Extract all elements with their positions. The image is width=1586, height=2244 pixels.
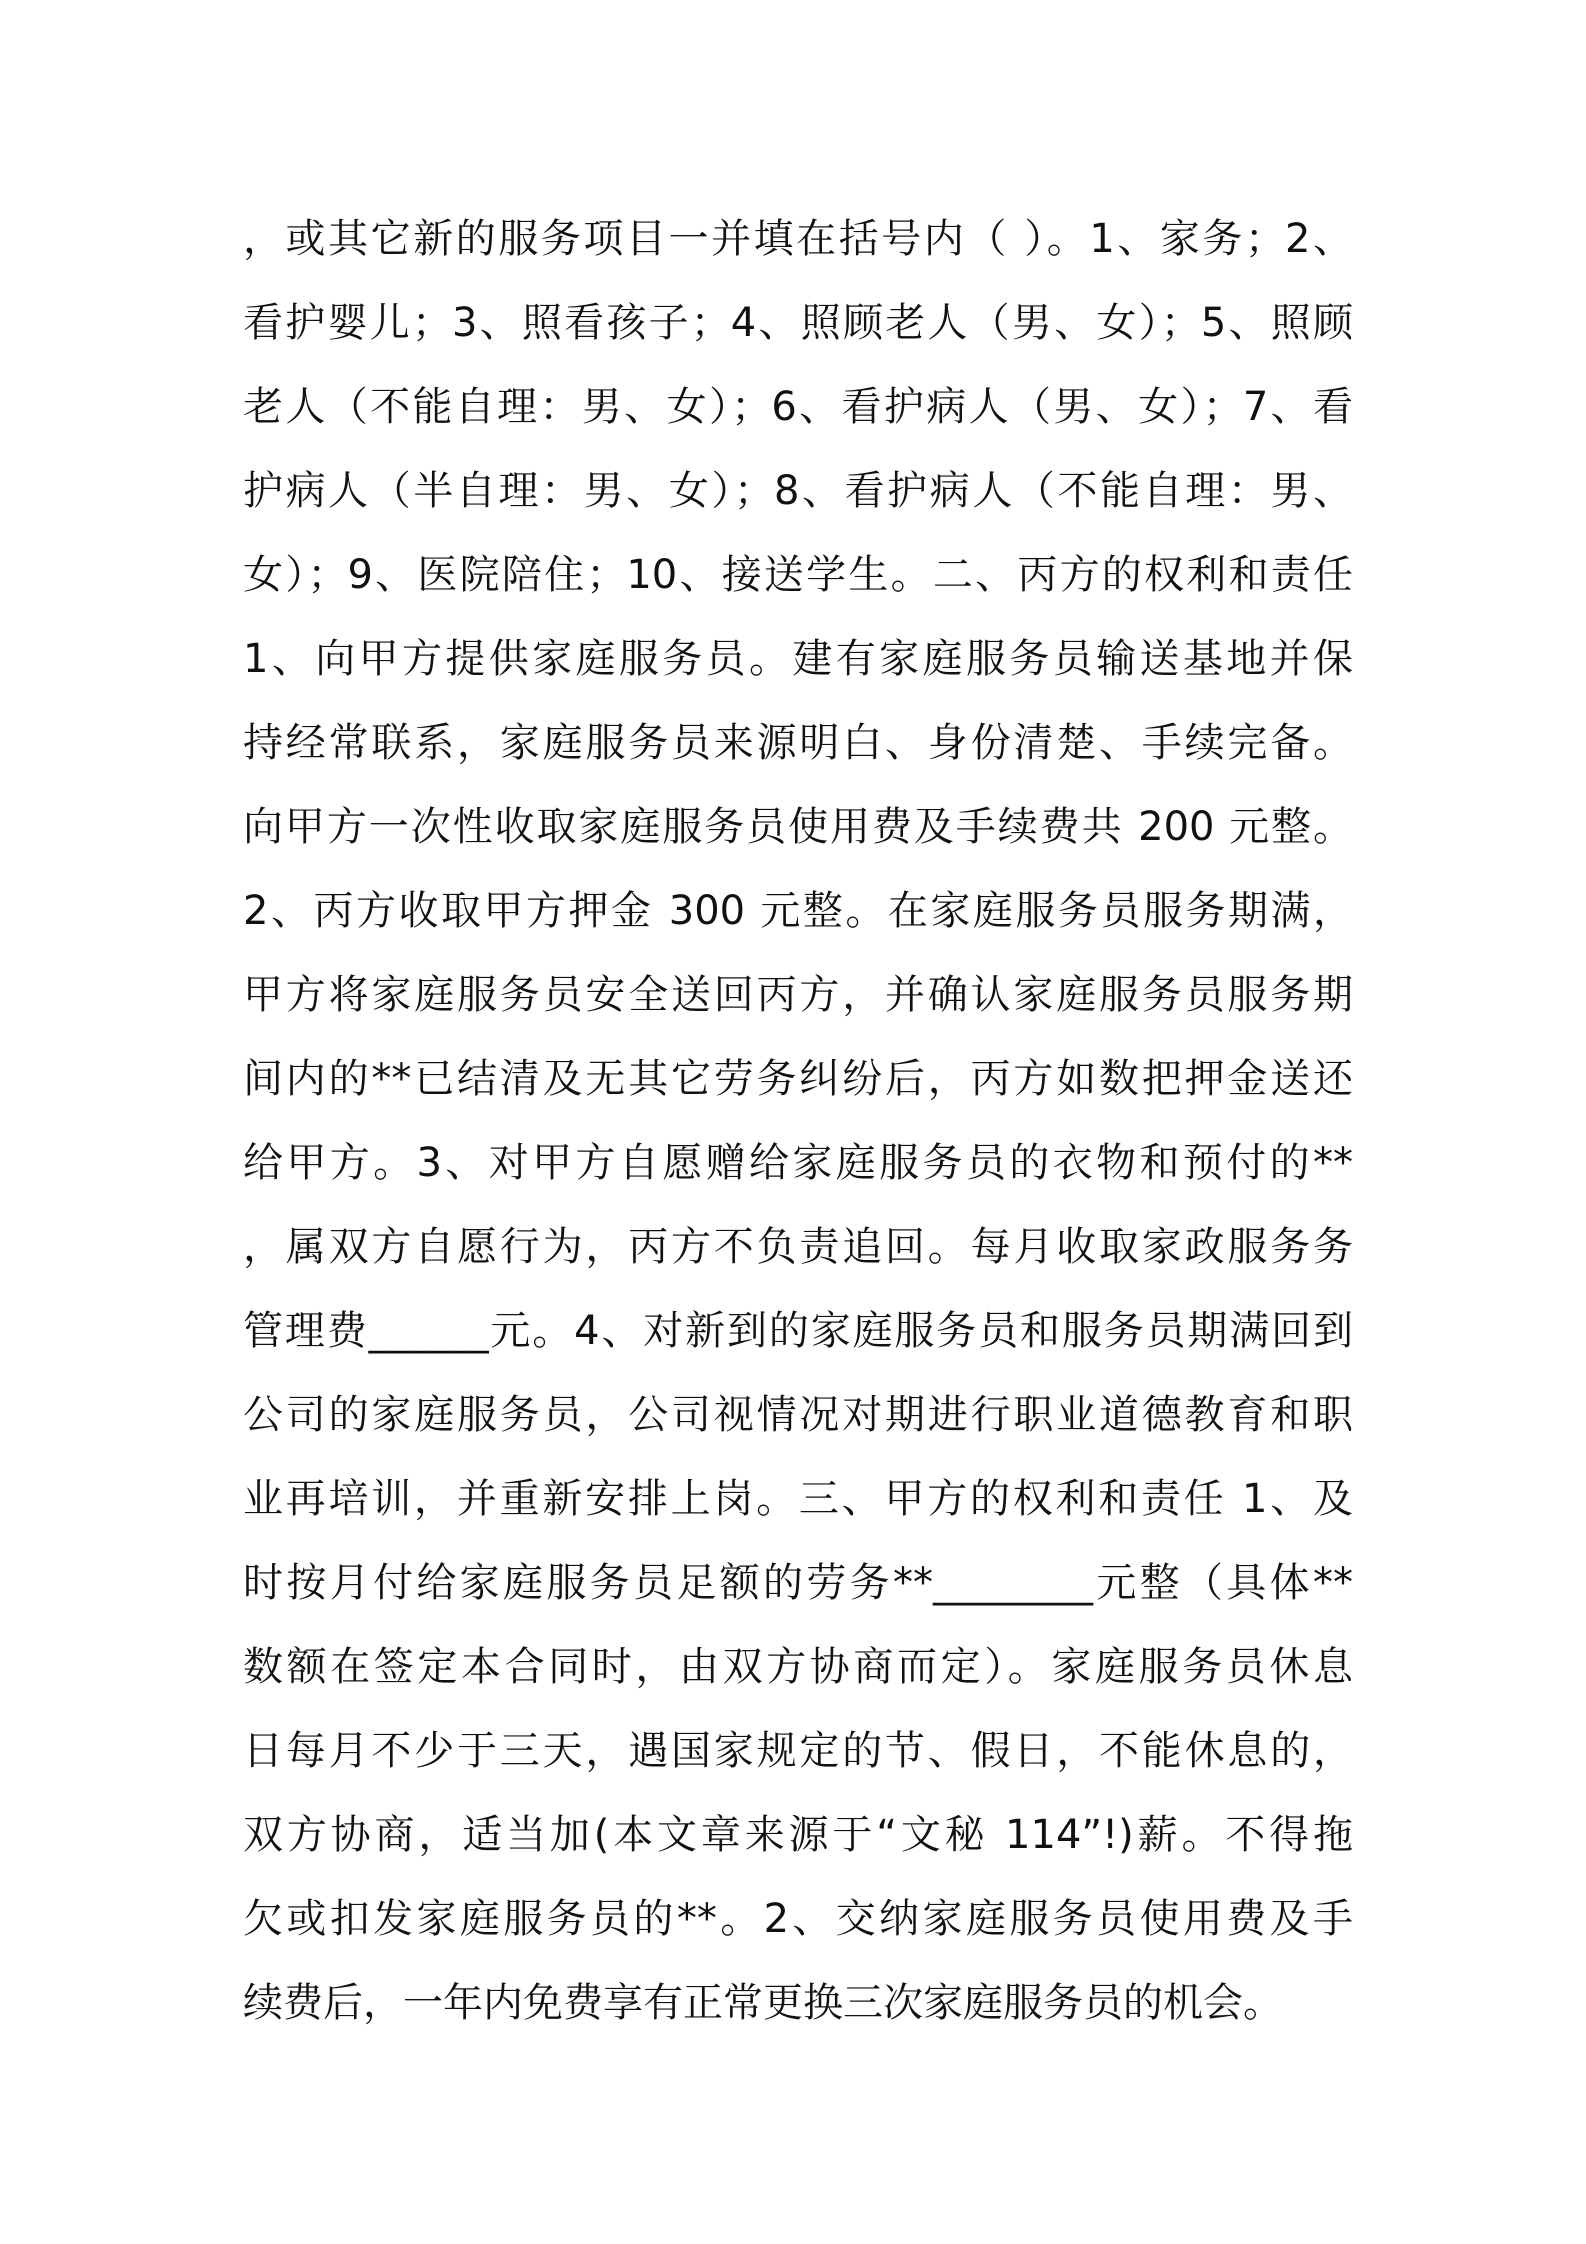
text-line: 向甲方一次性收取家庭服务员使用费及手续费共 200 元整。: [243, 804, 1353, 850]
text-line: 给甲方。3、对甲方自愿赠给家庭服务员的衣物和预付的**: [243, 1140, 1353, 1186]
text-line: 甲方将家庭服务员安全送回丙方，并确认家庭服务员服务期: [243, 972, 1353, 1018]
text-line: 2、丙方收取甲方押金 300 元整。在家庭服务员服务期满，: [243, 888, 1353, 934]
text-line: ，或其它新的服务项目一并填在括号内（ ）。1、家务；2、: [243, 216, 1353, 262]
text-line: 老人（不能自理：男、女）；6、看护病人（男、女）；7、看: [243, 384, 1353, 430]
text-line: 数额在签定本合同时，由双方协商而定）。家庭服务员休息: [243, 1644, 1353, 1690]
text-line: 看护婴儿；3、照看孩子；4、照顾老人（男、女）；5、照顾: [243, 300, 1353, 346]
text-line: 间内的**已结清及无其它劳务纠纷后，丙方如数把押金送还: [243, 1056, 1353, 1102]
body-text: [243, 197, 1353, 2045]
text-line: 续费后，一年内免费享有正常更换三次家庭服务员的机会。: [243, 1980, 1283, 2026]
text-line: 双方协商，适当加(本文章来源于“文秘 114”!)薪。不得拖: [243, 1812, 1353, 1858]
text-line: 管理费______元。4、对新到的家庭服务员和服务员期满回到: [243, 1308, 1353, 1354]
text-line: 时按月付给家庭服务员足额的劳务**________元整（具体**: [243, 1560, 1353, 1606]
text-line: 公司的家庭服务员，公司视情况对期进行职业道德教育和职: [243, 1392, 1353, 1438]
text-line: 1、向甲方提供家庭服务员。建有家庭服务员输送基地并保: [243, 636, 1353, 682]
text-line: 持经常联系，家庭服务员来源明白、身份清楚、手续完备。: [243, 720, 1353, 766]
text-line: ，属双方自愿行为，丙方不负责追回。每月收取家政服务务: [243, 1224, 1353, 1270]
text-line: 业再培训，并重新安排上岗。三、甲方的权利和责任 1、及: [243, 1476, 1353, 1522]
text-line: 女）；9、医院陪住；10、接送学生。二、丙方的权利和责任: [243, 552, 1353, 598]
text-line: 日每月不少于三天，遇国家规定的节、假日，不能休息的，: [243, 1728, 1353, 1774]
text-line: 护病人（半自理：男、女）；8、看护病人（不能自理：男、: [243, 468, 1353, 514]
text-line: 欠或扣发家庭服务员的**。2、交纳家庭服务员使用费及手: [243, 1896, 1353, 1942]
